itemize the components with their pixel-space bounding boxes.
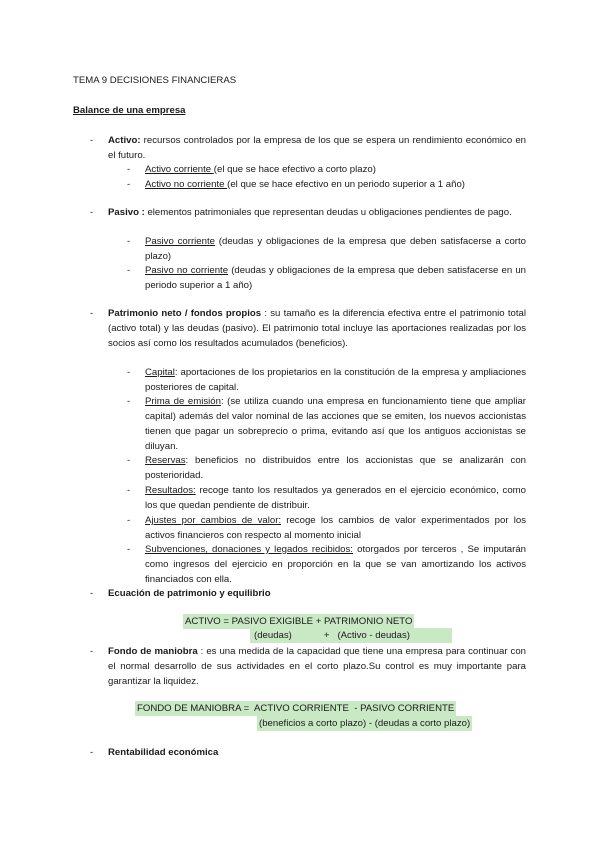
patrimonio-sub-item	[145, 394, 526, 454]
equation-fondo-maniobra: FONDO DE MANIOBRA = ACTIVO CORRIENTE - PASIVO CORRIENTE	[137, 703, 455, 714]
sub-text: recoge los cambios de valor experimentados por los activos financieros con respecto al momento inicial	[145, 515, 526, 541]
bullet-dash: -	[90, 747, 94, 758]
sub-term: Activo no corriente	[145, 179, 228, 190]
bullet-dash: -	[127, 367, 131, 378]
patrimonio-text: : su tamaño es la diferencia efectiva entre el patrimonio total (activo total) y las deudas (pasivo). El patrimonio total incluye las aportaciones realizadas por los socios así como los resultados acumulados (beneficios).	[108, 308, 526, 349]
fondo-paragraph	[108, 644, 526, 689]
bullet-dash: -	[127, 455, 131, 466]
fondo-text: : es una medida de la capacidad que tiene una empresa para continuar con el normal desarrollo de sus actividades en el corto plazo.Su control es muy importante para garantizar la liquidez.	[108, 646, 526, 687]
sub-term: Subvenciones, donaciones y legados recibidos:	[145, 544, 353, 555]
activo-term: Activo:	[108, 135, 141, 146]
activo-text: recursos controlados por la empresa de los que se espera un rendimiento económico en el futuro.	[108, 135, 526, 161]
sub-term: Capital	[145, 367, 175, 378]
patrimonio-sub-item	[145, 365, 526, 395]
bullet-dash: -	[90, 646, 94, 657]
bullet-dash: -	[90, 207, 94, 218]
bullet-dash: -	[90, 135, 94, 146]
sub-text: : beneficios no distribuidos entre los accionistas que se analizarán con posterioridad.	[145, 455, 526, 481]
bullet-dash: -	[90, 588, 94, 599]
sub-text: (deudas y obligaciones de la empresa que deben satisfacerse en un periodo superior a 1 año)	[145, 265, 526, 291]
patrimonio-paragraph	[108, 306, 526, 351]
activo-sub-item	[145, 177, 535, 192]
sub-text: : aportaciones de los propietarios en la constitución de la empresa y ampliaciones posteriores de capital.	[145, 367, 526, 393]
pasivo-paragraph	[108, 205, 526, 220]
bullet-dash: -	[90, 308, 94, 319]
pasivo-term: Pasivo :	[108, 207, 145, 218]
section-heading: Balance de una empresa	[73, 105, 186, 116]
sub-text: otorgados por terceros , Se imputarán como ingresos del ejercicio en proporción en la que se van amortizando los activos financiados con ella.	[145, 544, 526, 585]
activo-sub-item	[145, 162, 535, 177]
sub-term: Pasivo no corriente	[145, 265, 229, 276]
bullet-dash: -	[127, 164, 131, 175]
pasivo-sub-item	[145, 234, 526, 264]
sub-term: Ajustes por cambios de valor:	[145, 515, 282, 526]
sub-text: (el que se hace efectivo a corto plazo)	[213, 164, 376, 175]
patrimonio-sub-item	[145, 483, 526, 513]
bullet-dash: -	[127, 515, 131, 526]
sub-text: : (se utiliza cuando una empresa en funcionamiento tiene que ampliar capital) además del valor nominal de las acciones que se emiten, los nuevos accionistas tienen que pagar un sobreprecio o prima, evitando así que los antiguos accionistas se diluyan.	[145, 396, 526, 452]
sub-text: (el que se hace efectivo en un periodo superior a 1 año)	[227, 179, 465, 190]
pasivo-text: elementos patrimoniales que representan deudas u obligaciones pendientes de pago.	[144, 207, 512, 218]
sub-term: Resultados:	[145, 485, 196, 496]
bullet-dash: -	[127, 236, 131, 247]
rentabilidad-term: Rentabilidad económica	[108, 747, 219, 758]
patrimonio-sub-item	[145, 453, 526, 483]
sub-term: Prima de emisión	[145, 396, 221, 407]
document-title: TEMA 9 DECISIONES FINANCIERAS	[73, 75, 237, 86]
bullet-dash: -	[127, 396, 131, 407]
sub-term: Reservas	[145, 455, 186, 466]
sub-term: Pasivo corriente	[145, 236, 215, 247]
bullet-dash: -	[127, 485, 131, 496]
patrimonio-sub-item	[145, 513, 526, 543]
fondo-term: Fondo de maniobra	[108, 646, 198, 657]
sub-text: recoge tanto los resultados ya generados en el ejercicio económico, como los que quedan pendiente de distribuir.	[145, 485, 526, 511]
bullet-dash: -	[127, 265, 131, 276]
sub-text: (deudas y obligaciones de la empresa que deben satisfacerse a corto plazo)	[145, 236, 526, 262]
bullet-dash: -	[127, 544, 131, 555]
ecuacion-term: Ecuación de patrimonio y equilibrio	[108, 588, 271, 599]
equation-patrimonio: ACTIVO = PASIVO EXIGIBLE + PATRIMONIO NETO	[185, 616, 413, 627]
equation-fondo-maniobra-detail: (beneficios a corto plazo) - (deudas a corto plazo)	[259, 718, 471, 729]
patrimonio-sub-item	[145, 542, 526, 587]
equation-patrimonio-detail: (deudas) + (Activo - deudas)	[250, 628, 452, 643]
sub-term: Activo corriente	[145, 164, 214, 175]
bullet-dash: -	[127, 179, 131, 190]
activo-paragraph	[108, 133, 526, 163]
pasivo-sub-item	[145, 263, 526, 293]
patrimonio-term: Patrimonio neto / fondos propios	[108, 308, 262, 319]
